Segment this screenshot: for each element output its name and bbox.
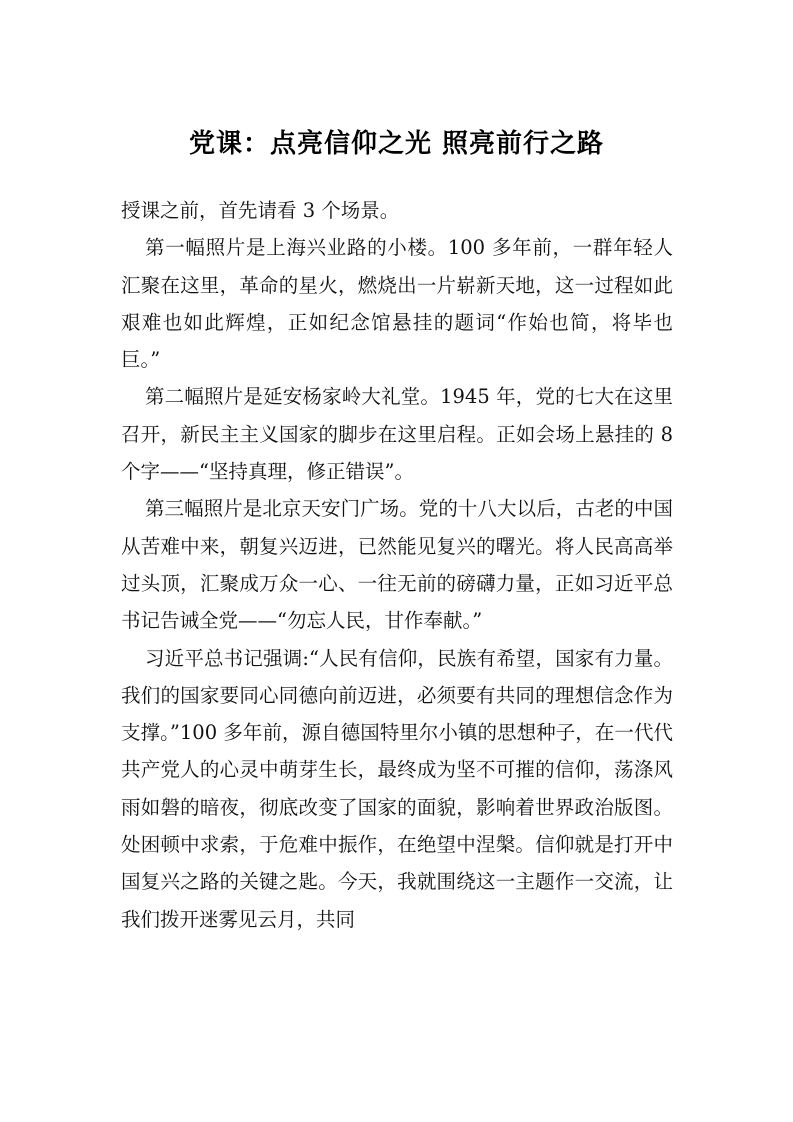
- paragraph-scene-2: 第二幅照片是延安杨家岭大礼堂。1945 年，党的七大在这里召开，新民主主义国家的脚步在这里启程。正如会场上悬挂的 8 个字——“坚持真理，修正错误”。: [121, 385, 673, 484]
- paragraph-intro: 授课之前，首先请看 3 个场景。: [121, 199, 400, 222]
- document-body: [121, 192, 673, 938]
- paragraph-belief: 习近平总书记强调:“人民有信仰，民族有希望，国家有力量。我们的国家要同心同德向前迈进，必须要有共同的理想信念作为支撑。”100 多年前，源自德国特里尔小镇的思想种子，在一代代共产党人的心灵中萌芽生长，最终成为坚不可摧的信仰，荡涤风雨如磐的暗夜，彻底改变了国家的面貌，影响着世界政治版图。处困顿中求索，于危难中振作，在绝望中涅槃。信仰就是打开中国复兴之路的关键之匙。今天，我就围绕这一主题作一交流，让我们拨开迷雾见云月，共同: [121, 646, 673, 931]
- paragraph-scene-1: 第一幅照片是上海兴业路的小楼。100 多年前，一群年轻人汇聚在这里，革命的星火，燃烧出一片崭新天地，这一过程如此艰难也如此辉煌，正如纪念馆悬挂的题词“作始也简，将毕也巨。”: [121, 236, 673, 372]
- paragraph-scene-3: 第三幅照片是北京天安门广场。党的十八大以后，古老的中国从苦难中来，朝复兴迈进，已然能见复兴的曙光。将人民高高举过头顶，汇聚成万众一心、一往无前的磅礴力量，正如习近平总书记告诫全党——“勿忘人民，甘作奉献。”: [121, 497, 673, 633]
- page-title: 党课：点亮信仰之光 照亮前行之路: [188, 129, 605, 159]
